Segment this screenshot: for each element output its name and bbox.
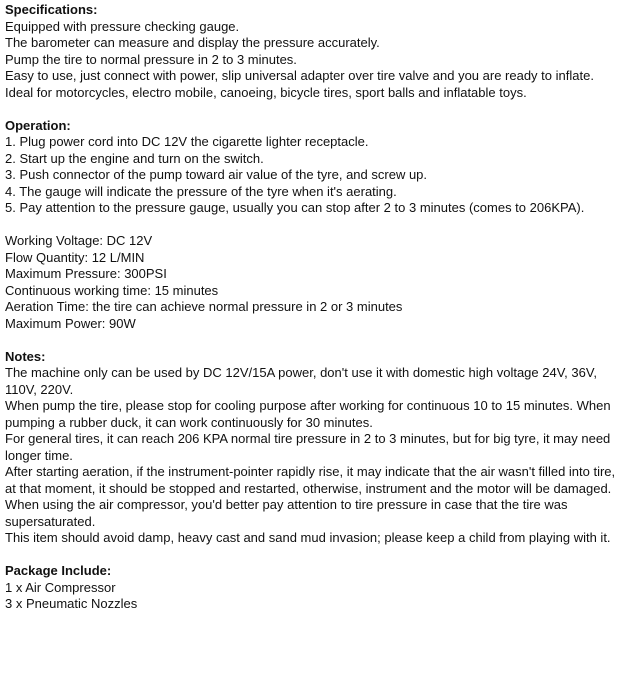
operation-heading: Operation:	[5, 117, 71, 133]
parameter-line: Maximum Power: 90W	[5, 315, 136, 331]
parameter-line: Flow Quantity: 12 L/MIN	[5, 249, 145, 265]
operation-step: 4. The gauge will indicate the pressure of the tyre when it's aerating.	[5, 183, 397, 199]
note-line: The machine only can be used by DC 12V/15A power, don't use it with domestic high voltage 24V, 36V, 110V, 220V.	[5, 365, 597, 397]
package-heading: Package Include:	[5, 563, 112, 578]
specifications-section	[5, 2, 628, 101]
spec-line: Easy to use, just connect with power, slip universal adapter over tire valve and you are ready to inflate.	[5, 68, 594, 83]
note-line: After starting aeration, if the instrument-pointer rapidly rise, it may indicate that the air wasn't filled into tire, at that moment, it should be stopped and restarted, otherwise, instrument and the motor will be damaged.	[5, 464, 616, 496]
package-section	[5, 563, 628, 613]
parameter-line: Working Voltage: DC 12V	[5, 233, 153, 248]
spec-line: Ideal for motorcycles, electro mobile, canoeing, bicycle tires, sport balls and inflatable toys.	[5, 84, 527, 100]
note-line: For general tires, it can reach 206 KPA normal tire pressure in 2 to 3 minutes, but for big tyre, it may need longer time.	[5, 431, 611, 463]
parameter-line: Maximum Pressure: 300PSI	[5, 266, 167, 281]
parameter-line: Aeration Time: the tire can achieve normal pressure in 2 or 3 minutes	[5, 299, 403, 314]
parameters-section	[5, 233, 628, 332]
operation-section	[5, 118, 628, 217]
operation-step: 1. Plug power cord into DC 12V the cigarette lighter receptacle.	[5, 134, 369, 149]
note-line: This item should avoid damp, heavy cast and sand mud invasion; please keep a child from playing with it.	[5, 530, 611, 545]
operation-step: 3. Push connector of the pump toward air value of the tyre, and screw up.	[5, 167, 428, 182]
operation-step: 5. Pay attention to the pressure gauge, usually you can stop after 2 to 3 minutes (comes to 206KPA).	[5, 200, 585, 215]
spec-line: The barometer can measure and display the pressure accurately.	[5, 35, 380, 50]
spec-line: Equipped with pressure checking gauge.	[5, 18, 240, 34]
specifications-heading: Specifications:	[5, 2, 98, 17]
notes-heading: Notes:	[5, 348, 46, 364]
package-item: 1 x Air Compressor	[5, 579, 116, 595]
operation-step: 2. Start up the engine and turn on the switch.	[5, 150, 264, 166]
spec-line: Pump the tire to normal pressure in 2 to 3 minutes.	[5, 51, 297, 67]
notes-section	[5, 349, 628, 547]
parameter-line: Continuous working time: 15 minutes	[5, 282, 219, 298]
note-line: When pump the tire, please stop for cooling purpose after working for continuous 10 to 15 minutes. When pumping a rubber duck, it can work continuously for 30 minutes.	[5, 398, 611, 430]
note-line: When using the air compressor, you'd better pay attention to tire pressure in case that the tire was supersaturated.	[5, 497, 568, 529]
package-item: 3 x Pneumatic Nozzles	[5, 596, 138, 611]
